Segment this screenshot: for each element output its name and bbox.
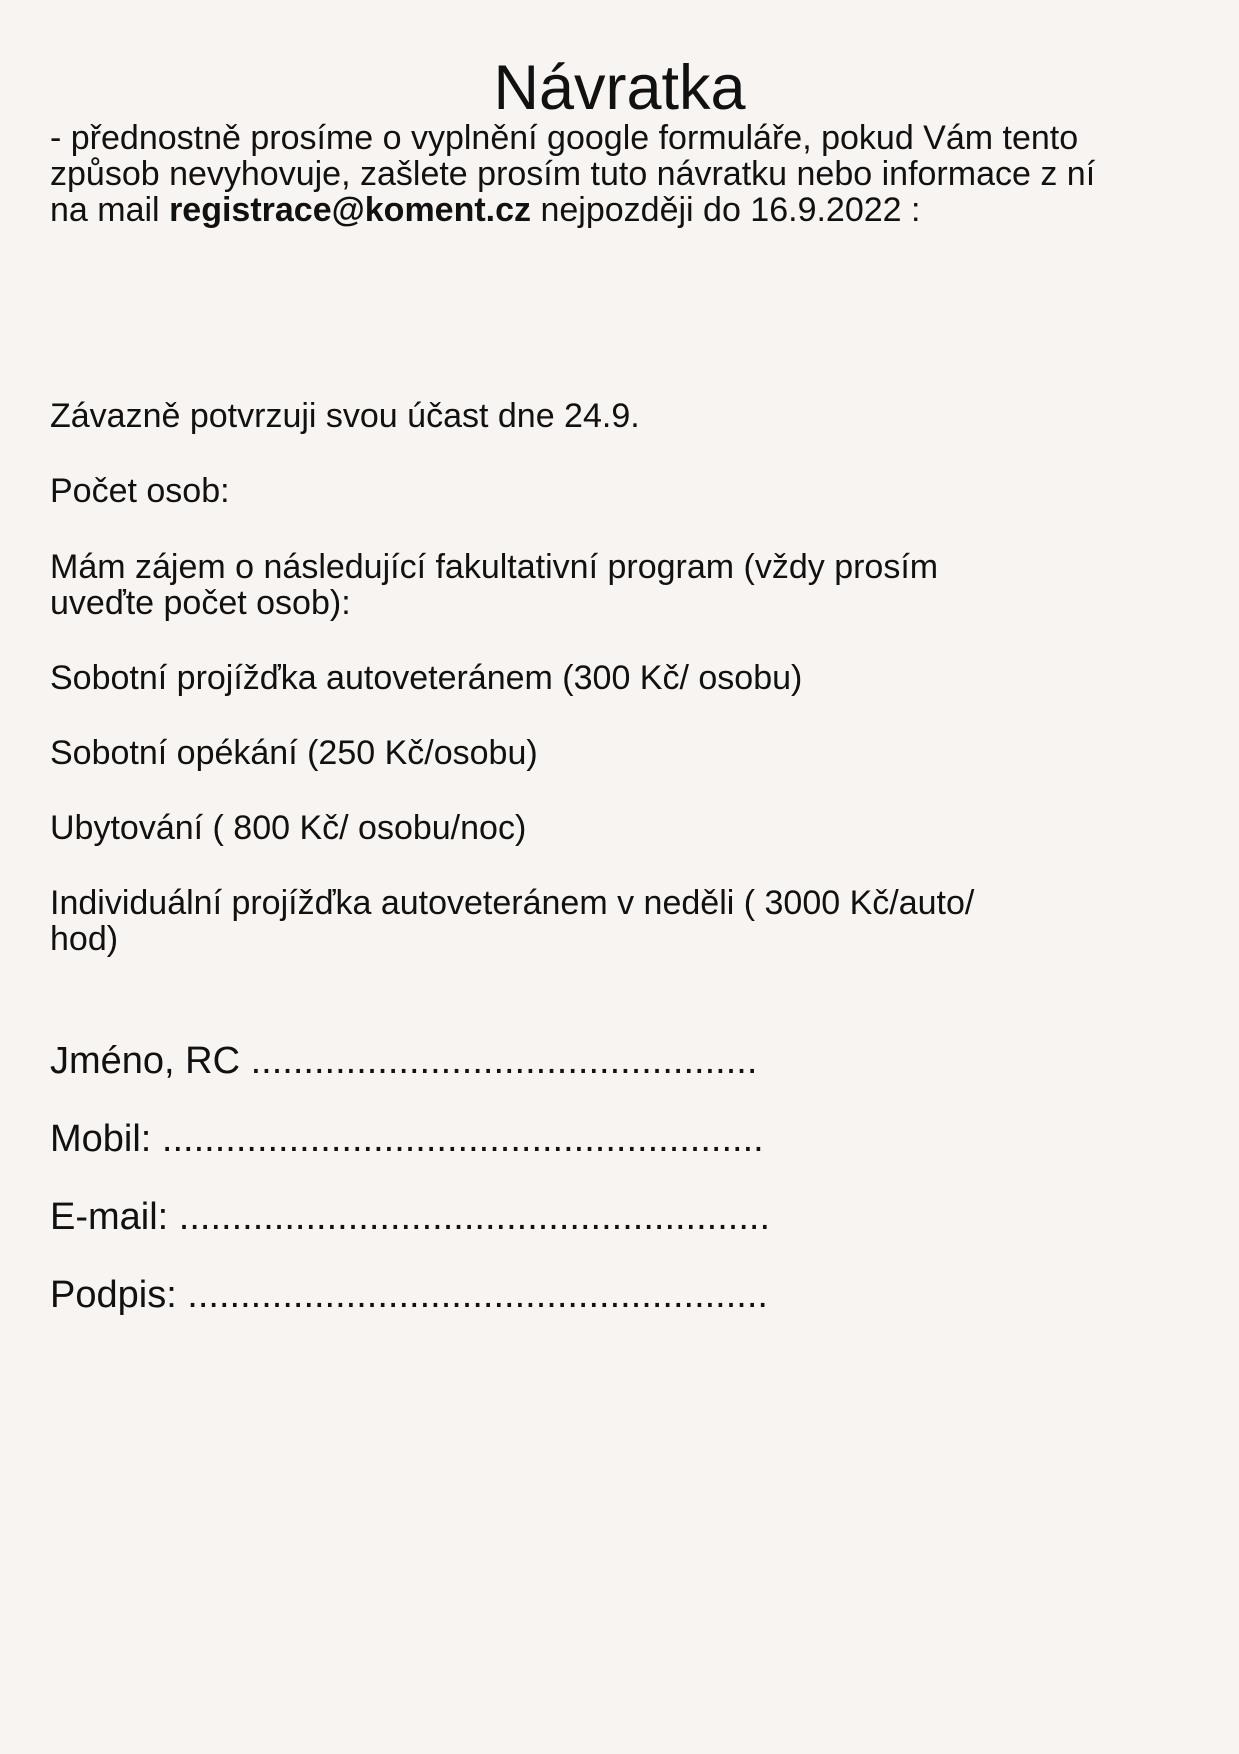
email-field: E-mail: ........................................................ <box>50 1196 771 1238</box>
program-item-individual-ride <box>50 885 974 957</box>
program-item-saturday-ride: Sobotní projížďka autoveteránem (300 Kč/ osobu) <box>50 659 803 697</box>
page-title: Návratka <box>493 53 746 123</box>
individual-ride-line-1: Individuální projížďka autoveteránem v neděli ( 3000 Kč/auto/ <box>50 884 975 922</box>
attendance-confirmation: Závazně potvrzuji svou účast dne 24.9. <box>50 397 640 435</box>
program-item-accommodation: Ubytování ( 800 Kč/ osobu/noc) <box>50 809 527 847</box>
program-intro-line-1: Mám zájem o následující fakultativní program (vždy prosím <box>50 548 939 586</box>
program-intro <box>50 549 938 621</box>
intro-line-1: - přednostně prosíme o vyplnění google formuláře, pokud Vám tento <box>50 119 1079 157</box>
intro-line-3-suffix: nejpozději do 16.9.2022 : <box>531 191 921 229</box>
signature-field: Podpis: ....................................................... <box>50 1274 768 1316</box>
intro-line-3-prefix: na mail <box>50 191 170 229</box>
program-item-saturday-barbecue: Sobotní opékání (250 Kč/osobu) <box>50 734 538 772</box>
name-field: Jméno, RC ................................................ <box>50 1040 758 1082</box>
program-intro-line-2: uveďte počet osob): <box>50 584 351 622</box>
persons-count-label: Počet osob: <box>50 472 230 510</box>
mobile-field: Mobil: ......................................................... <box>50 1118 764 1160</box>
registration-email: registrace@koment.cz <box>169 191 532 229</box>
intro-line-3 <box>50 192 1210 228</box>
intro-line-2: způsob nevyhovuje, zašlete prosím tuto návratku nebo informace z ní <box>50 155 1096 193</box>
intro-text <box>50 120 1210 228</box>
individual-ride-line-2: hod) <box>50 920 119 958</box>
